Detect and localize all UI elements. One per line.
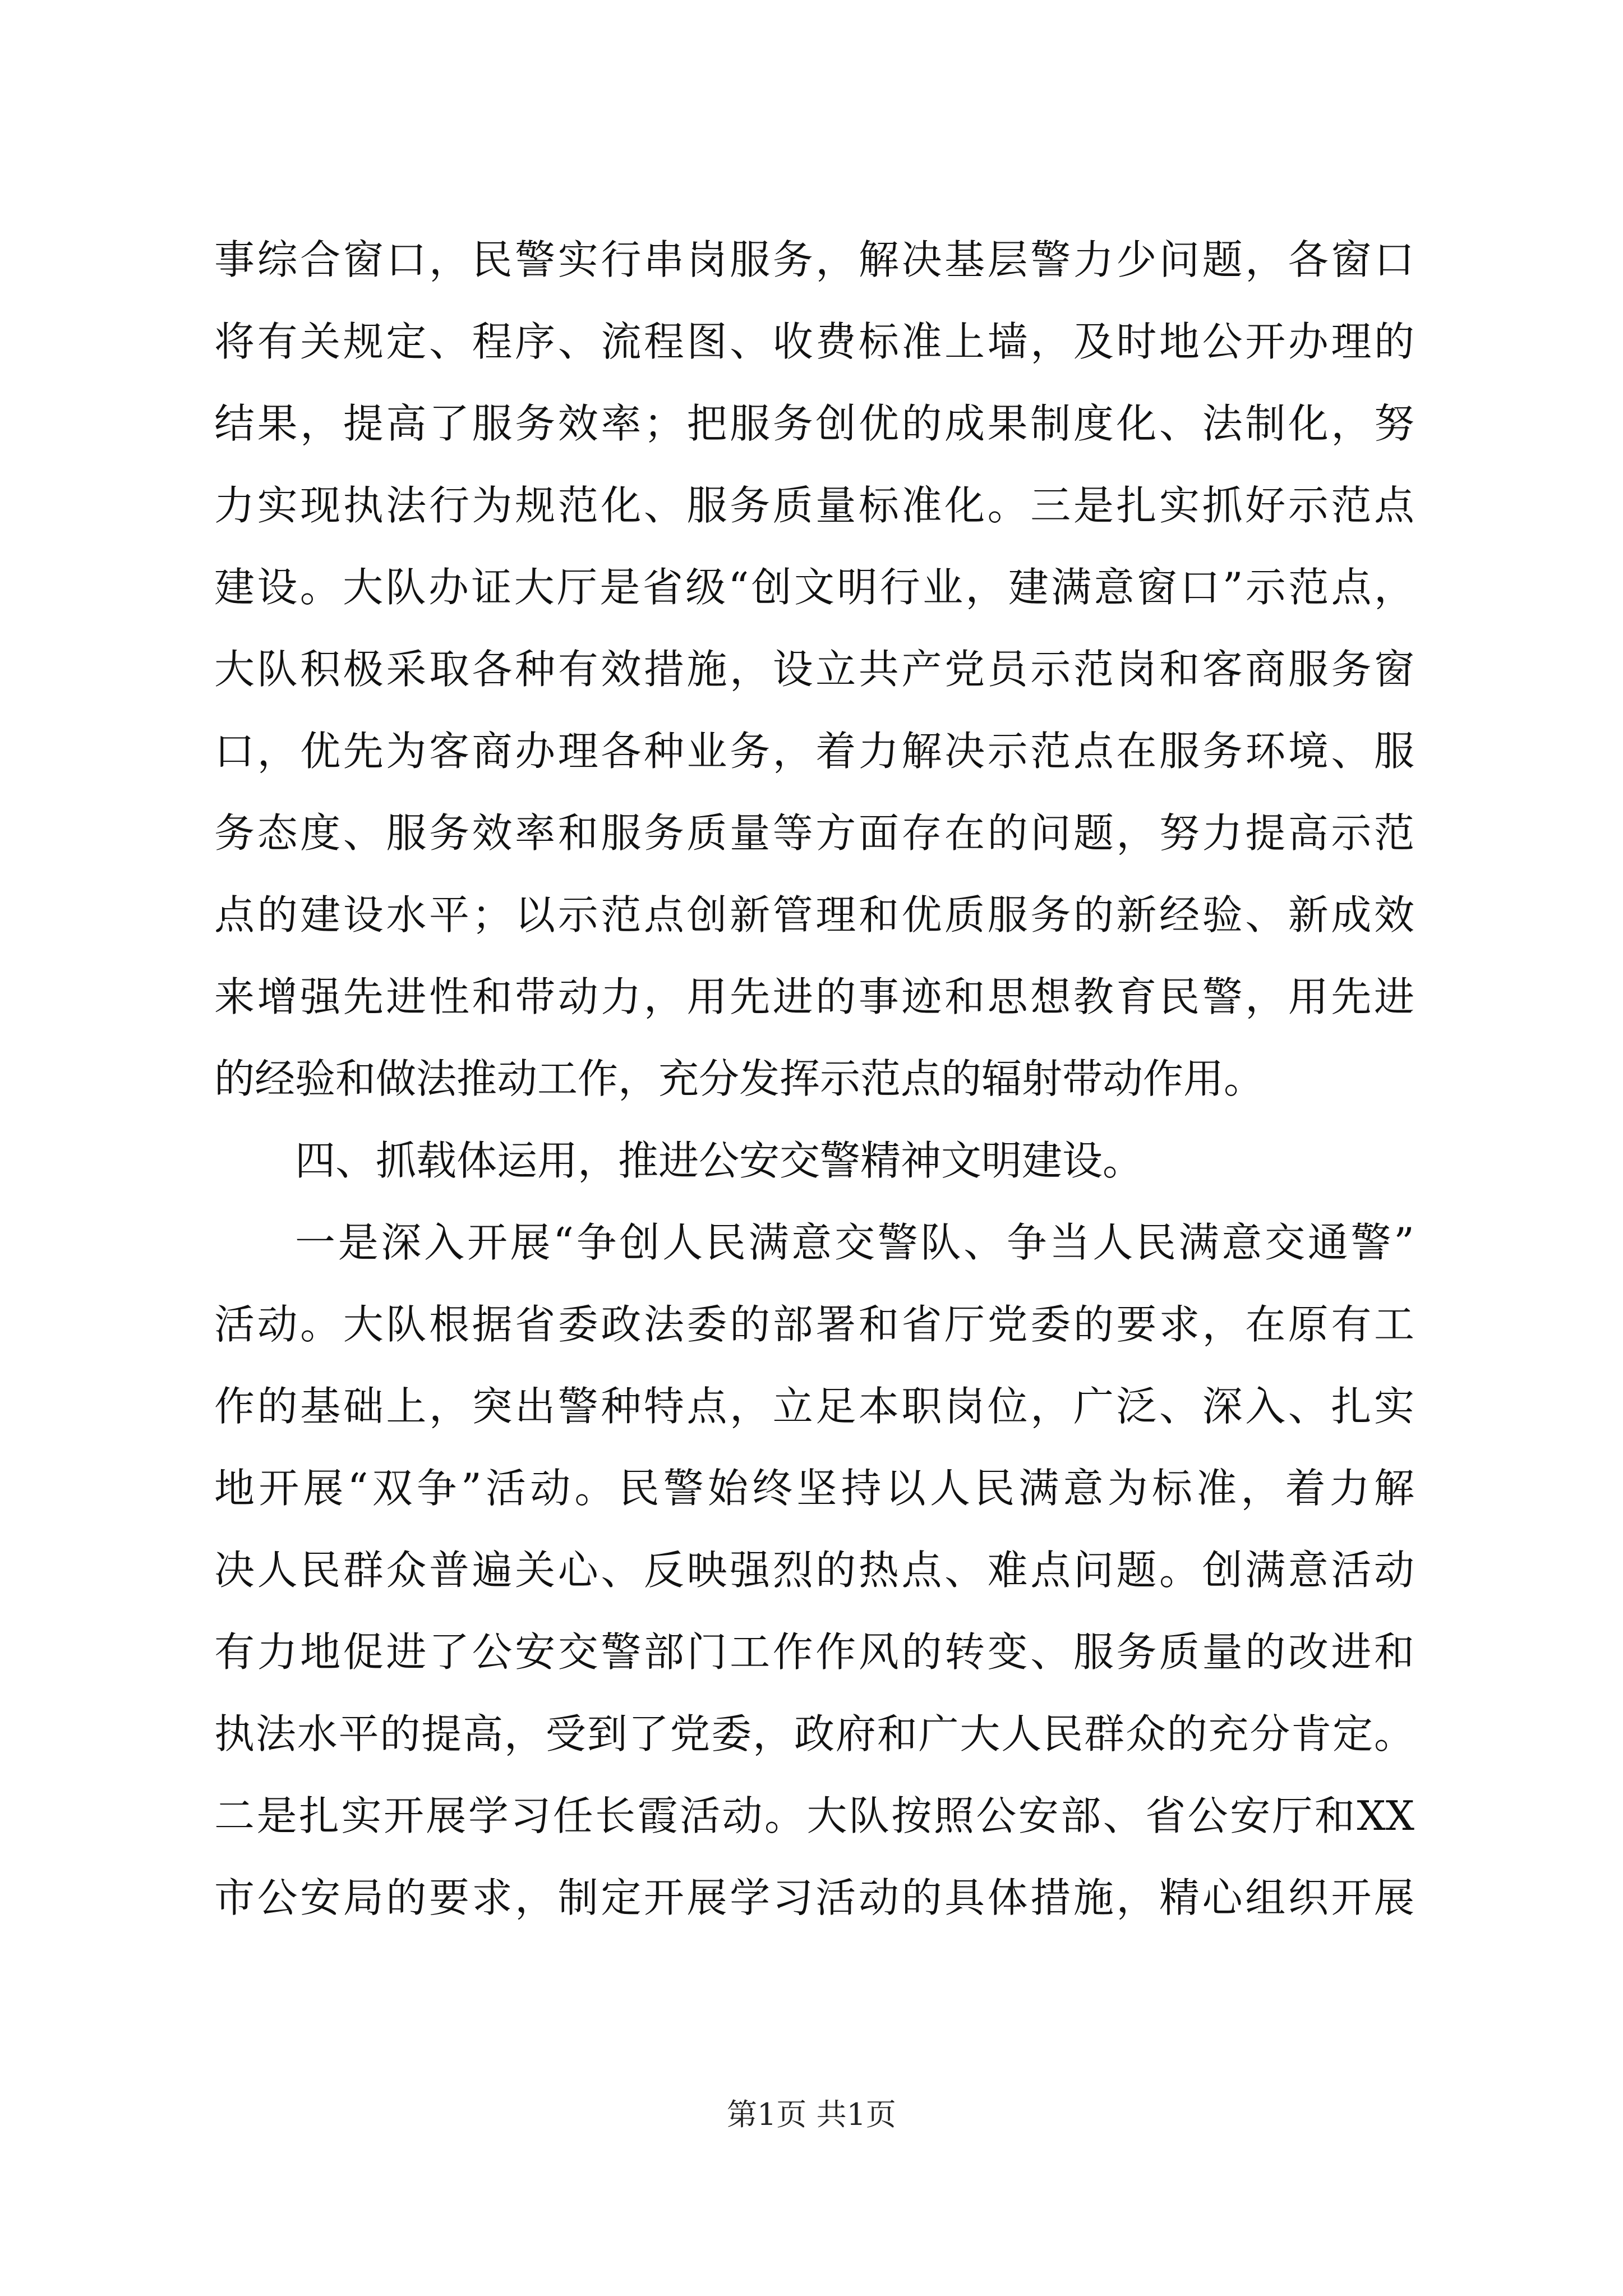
text-line: 执法水平的提高，受到了党委，政府和广大人民群众的充分肯定。 — [214, 1710, 1414, 1757]
text-line: 的经验和做法推动工作，充分发挥示范点的辐射带动作用。 — [214, 1055, 1265, 1102]
text-line: 口，优先为客商办理各种业务，着力解决示范点在服务环境、服 — [214, 728, 1414, 775]
text-line: 将有关规定、程序、流程图、收费标准上墙，及时地公开办理的 — [214, 318, 1414, 365]
text-line: 二是扎实开展学习任长霞活动。大队按照公安部、省公安厅和XX — [214, 1792, 1414, 1839]
text-line: 务态度、服务效率和服务质量等方面存在的问题，努力提高示范 — [214, 809, 1414, 857]
text-line: 有力地促进了公安交警部门工作作风的转变、服务质量的改进和 — [214, 1628, 1414, 1676]
page-footer — [0, 2095, 1623, 2134]
text-line: 结果，提高了服务效率；把服务创优的成果制度化、法制化，努 — [214, 400, 1414, 447]
text-line: 事综合窗口，民警实行串岗服务，解决基层警力少问题，各窗口 — [214, 236, 1414, 283]
text-line: 点的建设水平；以示范点创新管理和优质服务的新经验、新成效 — [214, 891, 1414, 938]
text-line: 来增强先进性和带动力，用先进的事迹和思想教育民警，用先进 — [214, 973, 1414, 1020]
text-line: 活动。大队根据省委政法委的部署和省厅党委的要求，在原有工 — [214, 1301, 1414, 1348]
text-line: 地开展“双争”活动。民警始终坚持以人民满意为标准，着力解 — [214, 1465, 1414, 1512]
body-text — [214, 219, 1414, 1939]
text-line: 作的基础上，突出警种特点，立足本职岗位，广泛、深入、扎实 — [214, 1383, 1414, 1430]
text-line: 决人民群众普遍关心、反映强烈的热点、难点问题。创满意活动 — [214, 1547, 1414, 1594]
text-line: 一是深入开展“争创人民满意交警队、争当人民满意交通警” — [295, 1219, 1414, 1266]
text-line: 大队积极采取各种有效措施，设立共产党员示范岗和客商服务窗 — [214, 646, 1414, 693]
text-line: 力实现执法行为规范化、服务质量标准化。三是扎实抓好示范点 — [214, 482, 1414, 529]
text-line: 建设。大队办证大厅是省级“创文明行业，建满意窗口”示范点， — [214, 564, 1414, 611]
section-heading: 四、抓载体运用，推进公安交警精神文明建设。 — [295, 1137, 1144, 1184]
text-line: 市公安局的要求，制定开展学习活动的具体措施，精心组织开展 — [214, 1874, 1414, 1921]
page-number: 第1页 共1页 — [727, 2097, 896, 2132]
